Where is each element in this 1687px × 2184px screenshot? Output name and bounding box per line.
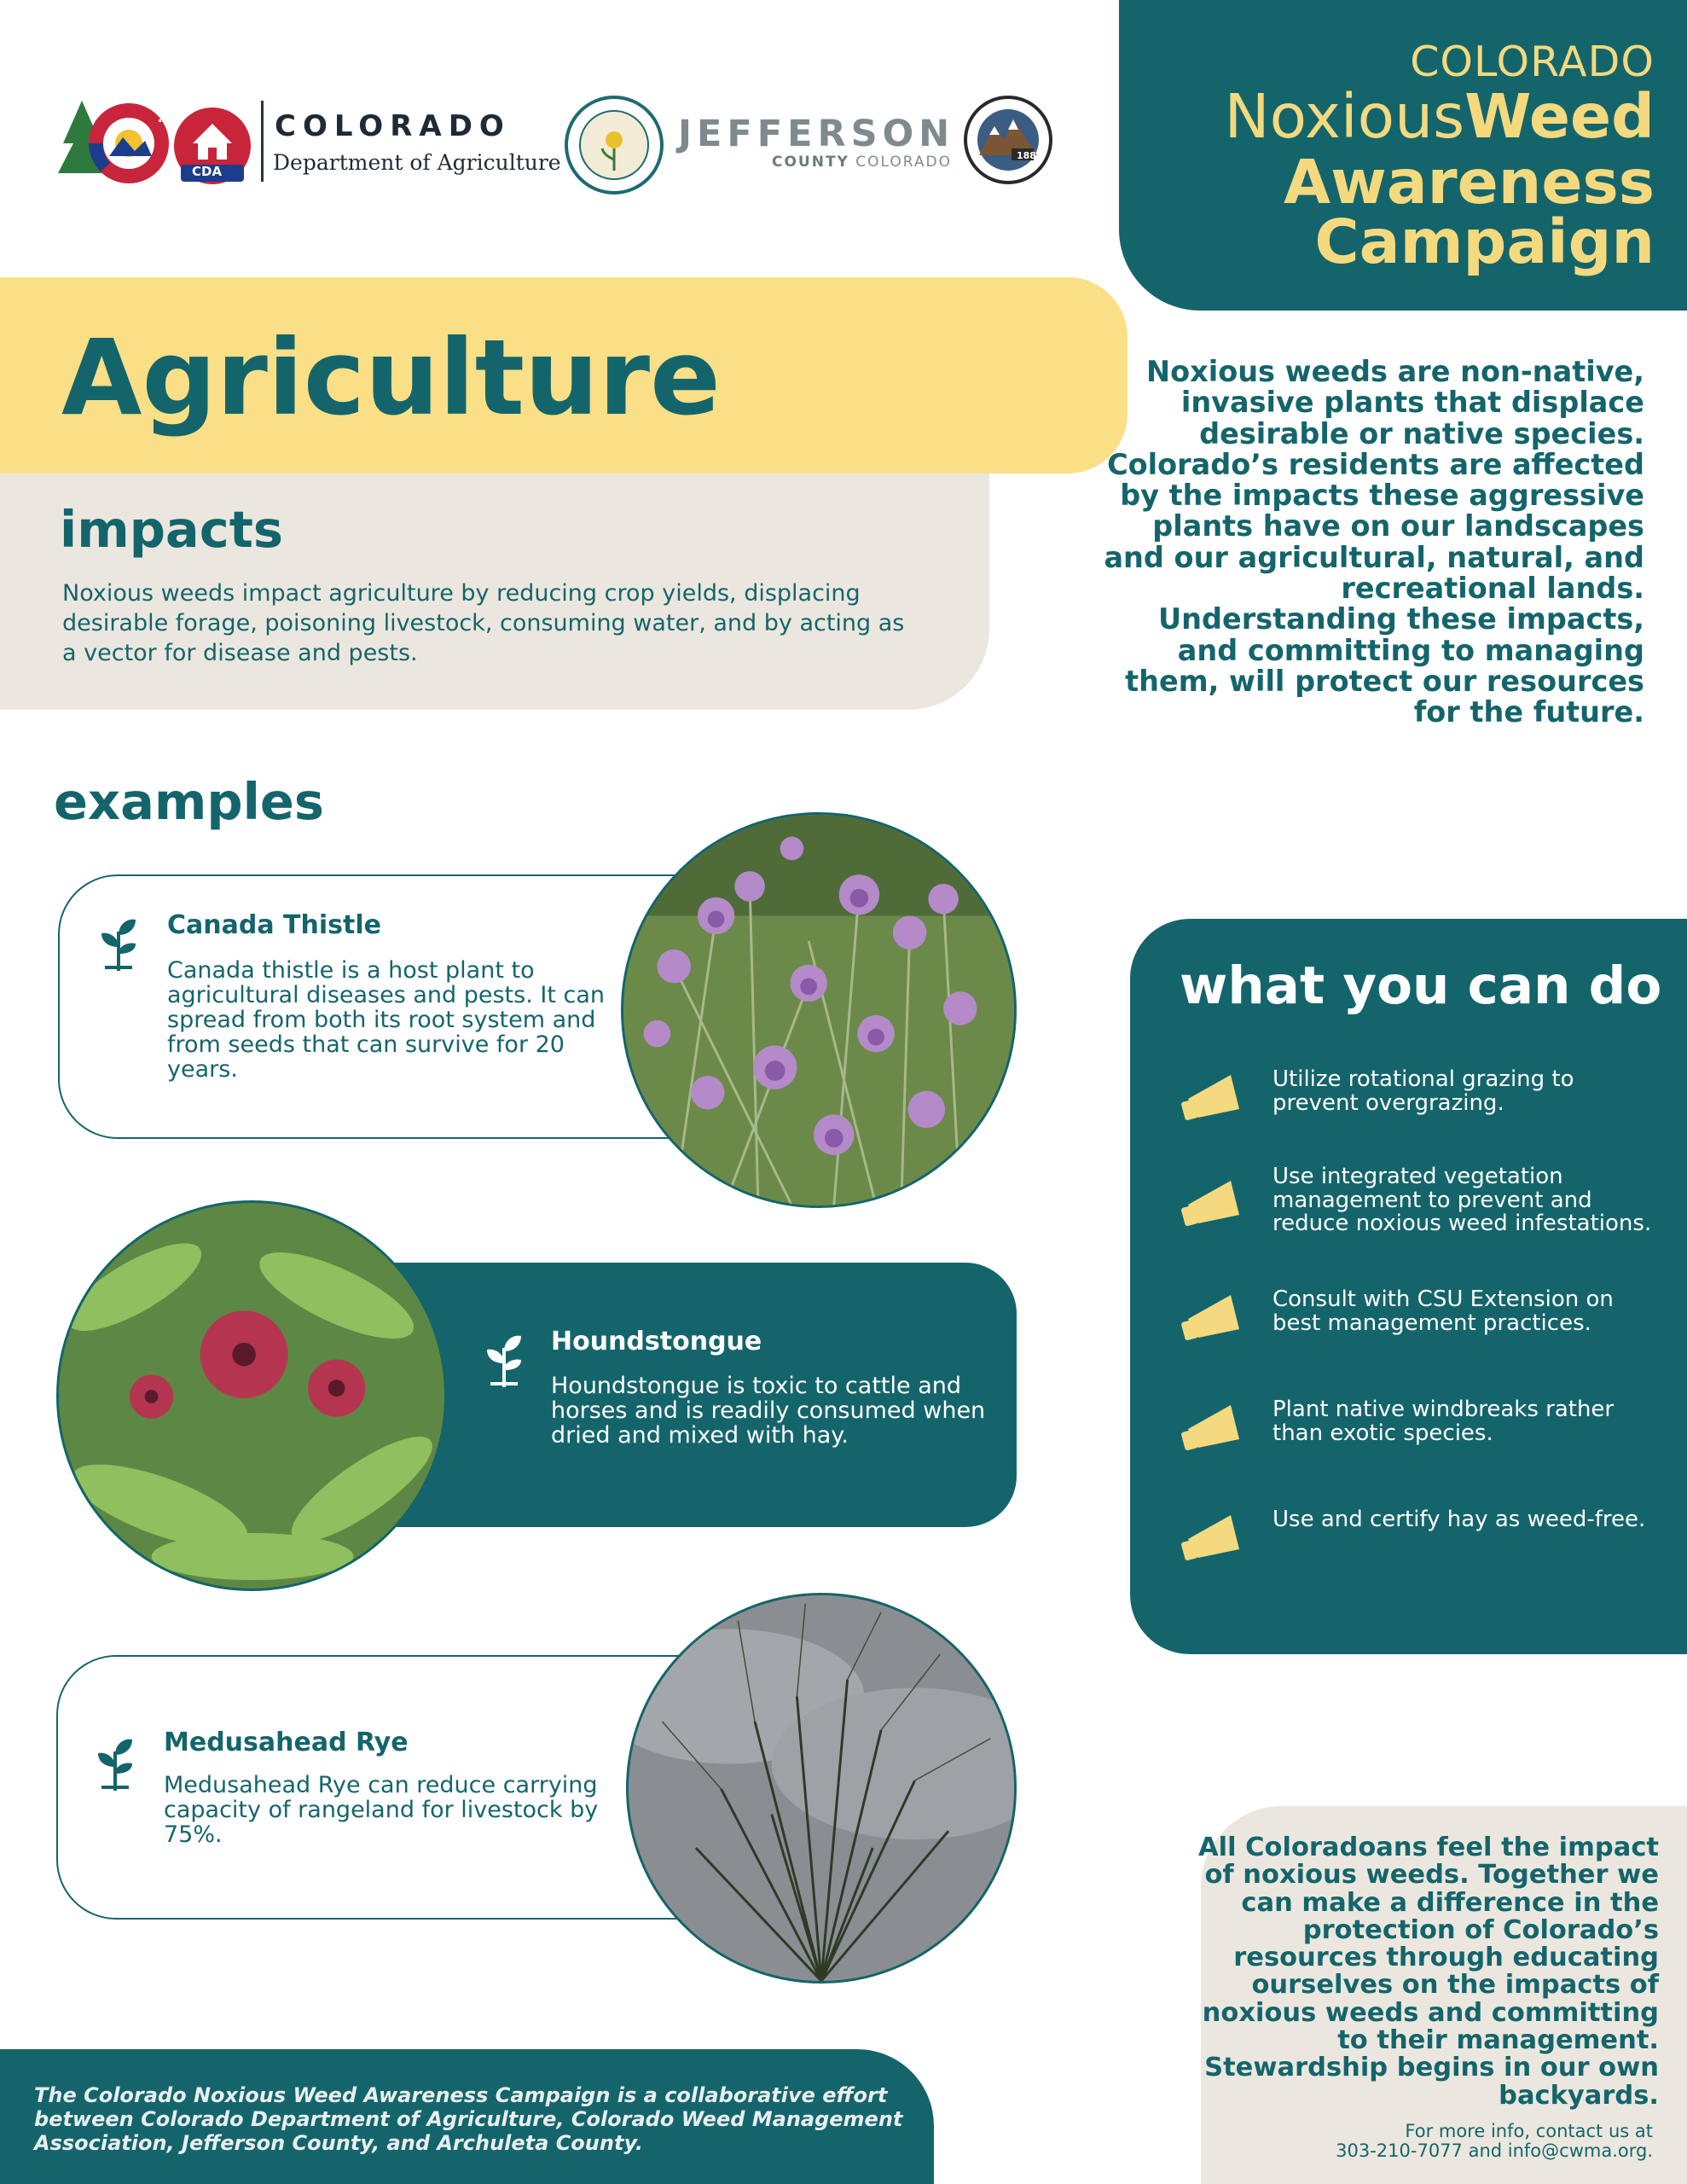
title-weed: Weed <box>1464 81 1655 152</box>
jefferson-state-label: COLORADO <box>855 154 953 171</box>
seedling-icon <box>482 1331 526 1387</box>
intro-paragraph: Noxious weeds are non-native, invasive plants that displace desirable or native species. Colorado’s residents are affected by the impacts these aggressive plants have on our landscapes and our agricultural, natural, and recreational lands. Understanding these impacts, and committing to managing them, will protect our resources for the future. <box>1104 355 1644 729</box>
page-title: Agriculture <box>61 317 721 439</box>
cda-badge-text: CDA <box>192 164 223 179</box>
medusahead-rye-photo <box>626 1593 1017 1984</box>
todo-text: Use and certify hay as weed-free. <box>1272 1507 1646 1532</box>
cda-wordmark: COLORADO <box>275 109 511 143</box>
megaphone-icon <box>1181 1174 1249 1234</box>
example-title: Medusahead Rye <box>164 1728 409 1757</box>
megaphone-icon <box>1181 1508 1249 1568</box>
todo-text: Use integrated vegetation management to prevent and reduce noxious weed infestations. <box>1272 1164 1652 1236</box>
example-description: Canada thistle is a host plant to agricultural diseases and pests. It can spread from both its root system and from seeds that can survive for 20 years. <box>167 957 606 1083</box>
seedling-icon <box>93 1734 137 1791</box>
campaign-title-campaign: Campaign <box>1314 206 1655 277</box>
megaphone-icon <box>1181 1068 1249 1128</box>
contact-line: For more info, contact us at <box>1405 2121 1653 2141</box>
colorado-cda-logo <box>56 96 252 190</box>
jefferson-wordmark: JEFFERSON <box>678 113 955 155</box>
todo-text: Consult with CSU Extension on best management practices. <box>1272 1287 1614 1336</box>
example-description: Houndstongue is toxic to cattle and horses and is readily consumed when dried and mixed with hay. <box>551 1373 986 1449</box>
contact-details[interactable]: 303-210-7077 and info@cwma.org. <box>1336 2140 1653 2161</box>
impacts-text: Noxious weeds impact agriculture by reducing crop yields, displacing desirable forage, poisoning livestock, consuming water, and by acting as a vector for disease and pests. <box>62 580 905 666</box>
todo-text: Utilize rotational grazing to prevent overgrazing. <box>1272 1066 1574 1116</box>
houndstongue-photo <box>56 1200 447 1591</box>
logo-divider <box>261 101 264 182</box>
footer-text: The Colorado Noxious Weed Awareness Campaign is a collaborative effort between Colorado Department of Agriculture, Colorado Weed Management Association, Jefferson County, and Archuleta County. <box>34 2083 903 2155</box>
closing-paragraph: All Coloradoans feel the impact of noxious weeds. Together we can make a difference in the protection of Colorado’s resources through educating ourselves on the impacts of noxious weeds and committing to their management. Stewardship begins in our own backyards. <box>1198 1833 1659 2111</box>
examples-heading: examples <box>54 772 324 831</box>
example-title: Houndstongue <box>551 1327 762 1356</box>
megaphone-icon <box>1181 1398 1249 1458</box>
example-description: Medusahead Rye can reduce carrying capacity of rangeland for livestock by 75%. <box>164 1772 599 1848</box>
cwma-seal-logo <box>565 96 664 195</box>
example-title: Canada Thistle <box>167 910 381 940</box>
impacts-heading: impacts <box>60 500 284 559</box>
contact-info <box>1312 2122 1653 2161</box>
archuleta-county-seal <box>964 96 1052 184</box>
campaign-title-colorado: COLORADO <box>1410 38 1655 86</box>
title-noxious: Noxious <box>1224 81 1465 152</box>
cda-subtitle: Department of Agriculture <box>273 150 561 175</box>
archuleta-year: 1885 <box>1017 150 1043 161</box>
todo-text: Plant native windbreaks rather than exotic species. <box>1272 1397 1615 1446</box>
campaign-title-awareness: Awareness <box>1284 147 1655 218</box>
seedling-icon <box>96 915 141 971</box>
canada-thistle-photo <box>621 812 1017 1208</box>
jefferson-subtitle <box>772 154 952 171</box>
megaphone-icon <box>1181 1288 1249 1348</box>
jefferson-county-label: COUNTY <box>772 154 849 171</box>
campaign-title-noxious-weed <box>1225 81 1655 152</box>
what-you-can-do-heading: what you can do <box>1180 956 1662 1016</box>
